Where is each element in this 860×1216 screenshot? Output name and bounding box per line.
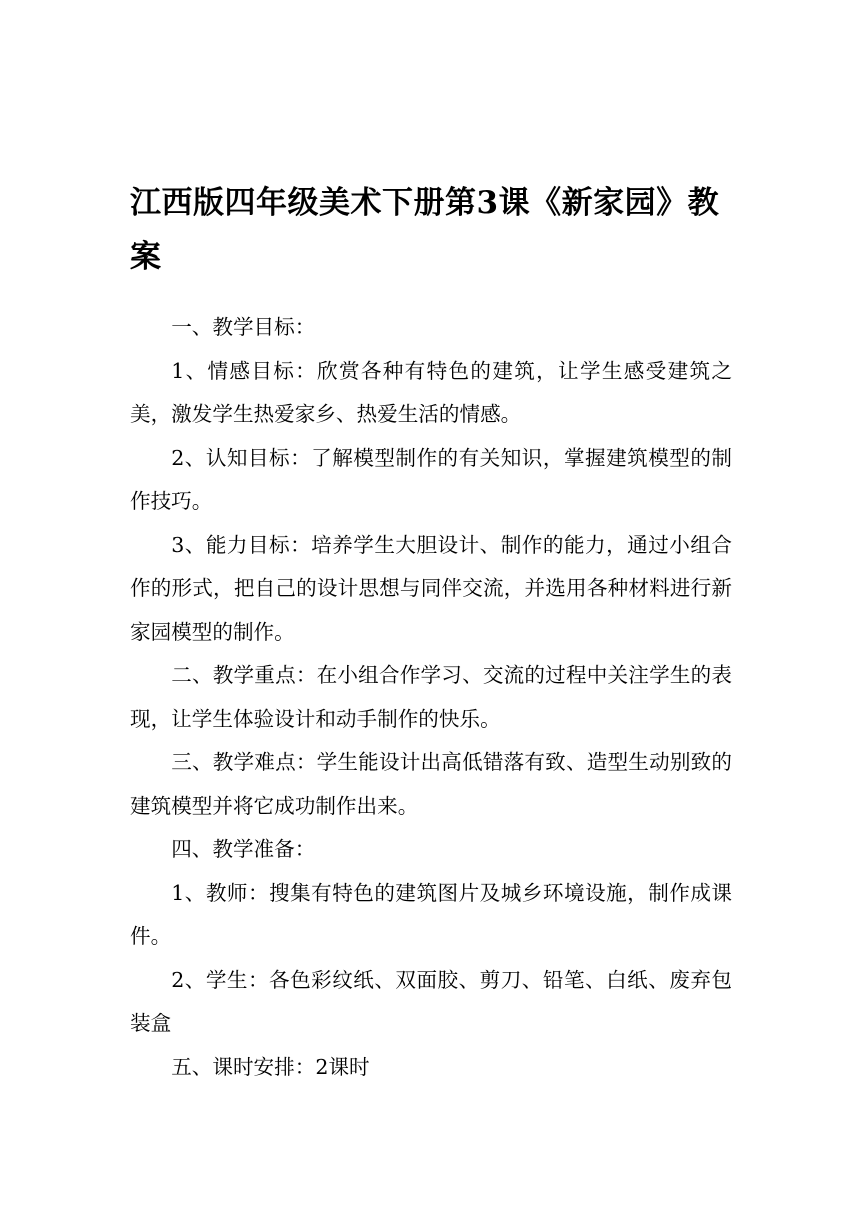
section-heading-preparation: 四、教学准备： xyxy=(171,837,316,861)
objective-ability: 3、能力目标：培养学生大胆设计、制作的能力，通过小组合作的形式，把自己的设计思想与同伴交流，并选用各种材料进行新家园模型的制作。 xyxy=(130,532,732,644)
preparation-student: 2、学生：各色彩纹纸、双面胶、剪刀、铅笔、白纸、废弃包装盒 xyxy=(130,967,732,1035)
section-key-points: 二、教学重点：在小组合作学习、交流的过程中关注学生的表现，让学生体验设计和动手制作的快乐。 xyxy=(130,663,732,731)
section-difficulties: 三、教学难点：学生能设计出高低错落有致、造型生动别致的建筑模型并将它成功制作出来。 xyxy=(130,750,732,818)
document-body xyxy=(130,306,732,1089)
section-schedule: 五、课时安排：2课时 xyxy=(171,1054,370,1079)
objective-cognition: 2、认知目标：了解模型制作的有关知识，掌握建筑模型的制作技巧。 xyxy=(130,445,732,513)
document-title: 江西版四年级美术下册第3课《新家园》教案 xyxy=(130,185,720,275)
preparation-teacher: 1、教师：搜集有特色的建筑图片及城乡环境设施，制作成课件。 xyxy=(130,880,732,948)
objective-emotion: 1、情感目标：欣赏各种有特色的建筑，让学生感受建筑之美，激发学生热爱家乡、热爱生活的情感。 xyxy=(130,358,732,426)
section-heading-objectives: 一、教学目标： xyxy=(171,315,316,339)
